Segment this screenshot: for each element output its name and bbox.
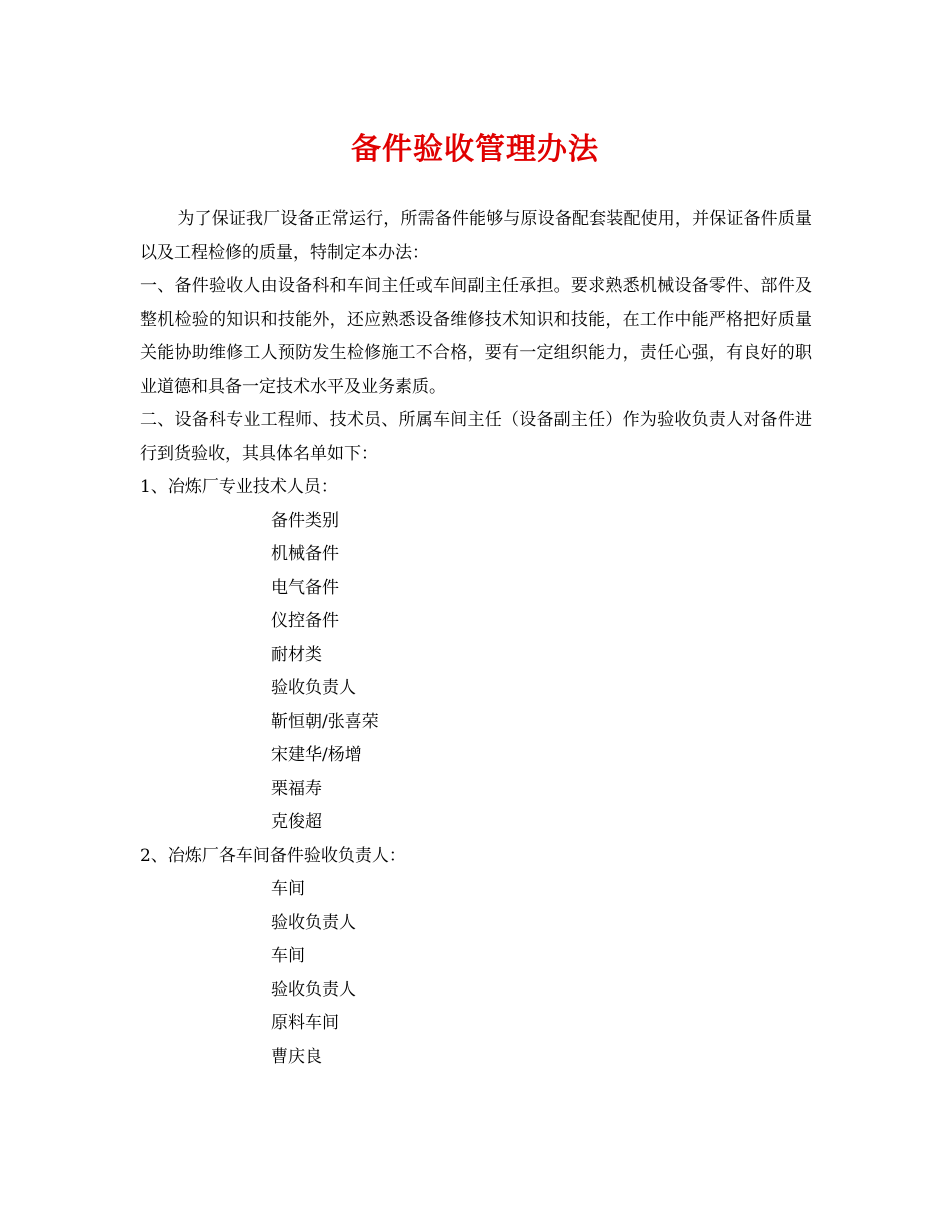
section-1-paragraph: 一、备件验收人由设备科和车间主任或车间副主任承担。要求熟悉机械设备零件、部件及整机检验的知识和技能外，还应熟悉设备维修技术知识和技能，在工作中能严格把好质量关能协助维修工人预防发生检修施工不合格，要有一定组织能力，责任心强，有良好的职业道德和具备一定技术水平及业务素质。 <box>140 276 812 397</box>
list-1-heading: 1、冶炼厂专业技术人员： <box>140 477 338 497</box>
list-item: 验收负责人 <box>271 979 356 1000</box>
section-2-paragraph: 二、设备科专业工程师、技术员、所属车间主任（设备副主任）作为验收负责人对备件进行到货验收，其具体名单如下： <box>140 410 812 464</box>
list-item: 车间 <box>271 946 305 966</box>
document-title: 备件验收管理办法 <box>351 132 599 167</box>
list-item: 宋建华/杨增 <box>271 745 362 765</box>
list-item: 曹庆良 <box>271 1046 322 1067</box>
intro-paragraph: 为了保证我厂设备正常运行，所需备件能够与原设备配套装配使用，并保证备件质量以及工程检修的质量，特制定本办法： <box>140 209 812 263</box>
list-item: 验收负责人 <box>271 912 356 933</box>
list-item: 耐材类 <box>271 644 322 665</box>
list-item: 备件类别 <box>271 510 339 531</box>
list-2 <box>140 873 812 1074</box>
list-1 <box>140 505 812 840</box>
list-item: 栗福寿 <box>271 778 322 799</box>
document-body <box>140 203 812 1074</box>
list-2-heading: 2、冶炼厂各车间备件验收负责人： <box>140 845 406 866</box>
list-item: 车间 <box>271 879 305 899</box>
list-item: 机械备件 <box>271 544 339 564</box>
list-item: 电气备件 <box>271 577 339 598</box>
list-item: 原料车间 <box>271 1013 339 1033</box>
list-item: 验收负责人 <box>271 678 356 698</box>
list-item: 克俊超 <box>271 812 322 832</box>
list-item: 仪控备件 <box>271 611 339 631</box>
list-item: 靳恒朝/张喜荣 <box>271 711 379 732</box>
